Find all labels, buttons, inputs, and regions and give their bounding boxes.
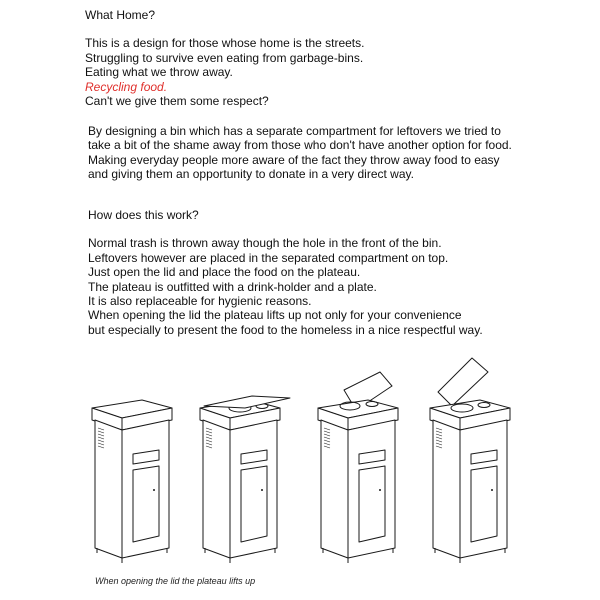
how-line: Just open the lid and place the food on the plateau.	[88, 265, 361, 280]
intro-title: What Home?	[85, 8, 156, 22]
how-line: Normal trash is thrown away though the hole in the front of the bin.	[88, 236, 442, 251]
bin-lid-half-open	[318, 372, 398, 563]
intro-section	[85, 8, 364, 108]
paragraph-line: Making everyday people more aware of the fact they throw away food to easy	[88, 152, 500, 167]
paragraph-line: and giving them an opportunity to donate in a very direct way.	[88, 167, 414, 182]
how-line: When opening the lid the plateau lifts up not only for your convenience	[88, 308, 462, 323]
bin-lid-closed	[92, 400, 172, 563]
paragraph-line: take a bit of the shame away from those who don't have another option for food.	[88, 138, 512, 153]
bin-lid-slightly-open	[200, 396, 290, 563]
how-line: The plateau is outfitted with a drink-holder and a plate.	[88, 279, 377, 294]
intro-question: Can't we give them some respect?	[85, 94, 269, 109]
description-paragraph	[88, 124, 512, 182]
how-line: Leftovers however are placed in the separated compartment on top.	[88, 250, 449, 265]
paragraph-line: By designing a bin which has a separate compartment for leftovers we tried to	[88, 124, 501, 138]
how-it-works-section	[88, 208, 483, 337]
bin-illustration	[80, 350, 540, 580]
intro-line: Struggling to survive even eating from garbage-bins.	[85, 50, 364, 65]
intro-accent-line: Recycling food.	[85, 79, 168, 94]
how-line: It is also replaceable for hygienic reasons.	[88, 294, 312, 309]
how-line: but especially to present the food to the homeless in a nice respectful way.	[88, 322, 483, 337]
bin-lid-fully-open	[430, 358, 510, 563]
intro-line: This is a design for those whose home is the streets.	[85, 36, 365, 51]
how-it-works-title: How does this work?	[88, 208, 199, 222]
intro-line: Eating what we throw away.	[85, 65, 233, 80]
figure-caption: When opening the lid the plateau lifts up	[95, 576, 256, 586]
